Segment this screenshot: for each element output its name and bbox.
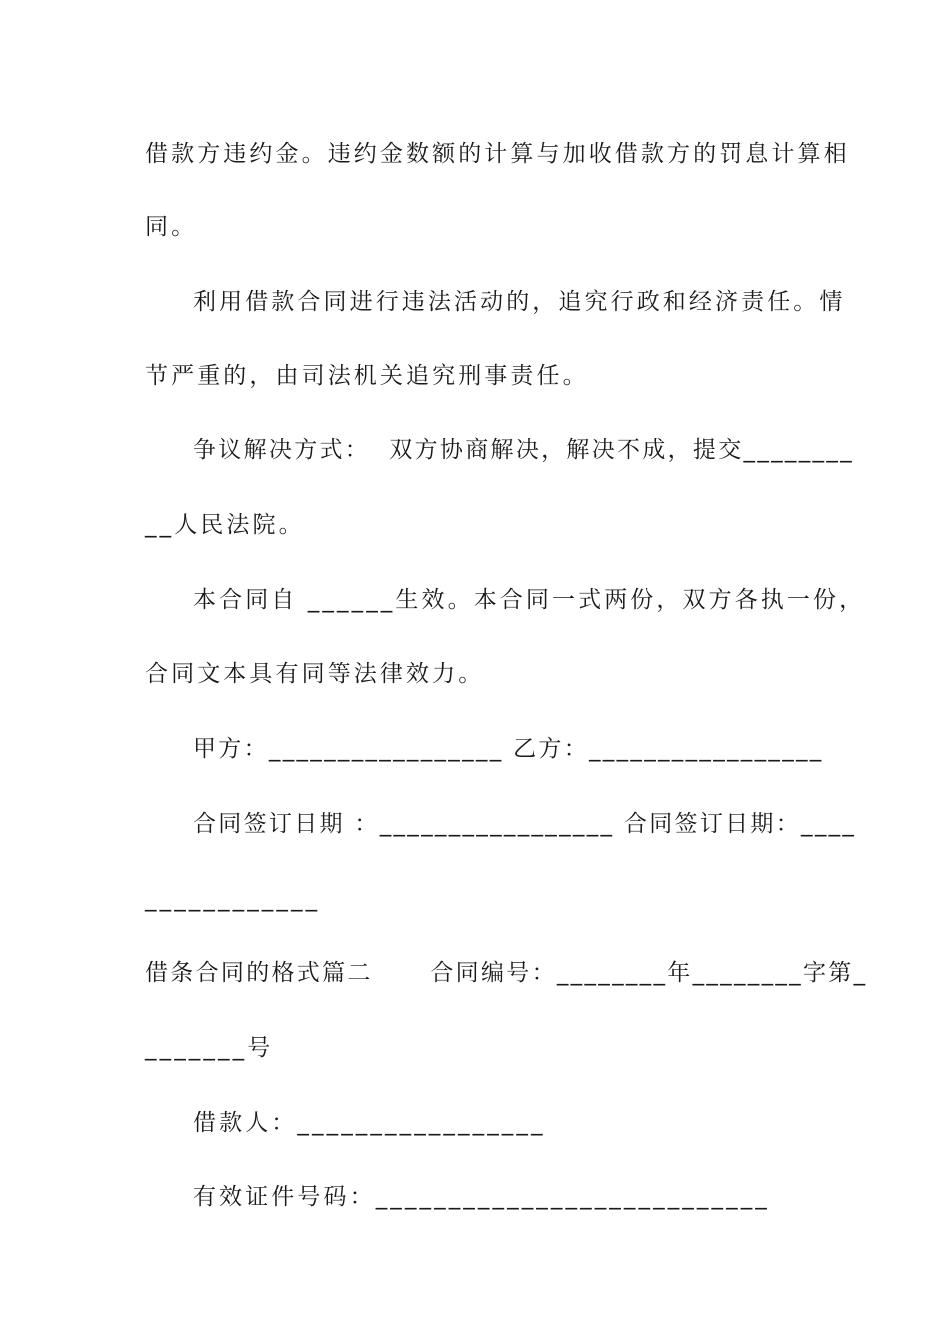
paragraph-line: 借款方违约金。违约金数额的计算与加收借款方的罚息计算相 (145, 141, 850, 167)
paragraph-line: 本合同自 ______生效。本合同一式两份，双方各执一份， (193, 587, 866, 613)
signature-line-parties: 甲方：_________________ 乙方：_________________ (193, 736, 824, 762)
paragraph-line: 争议解决方式： 双方协商解决，解决不成，提交________ (193, 437, 854, 463)
borrower-field-line: 借款人：_________________ (193, 1110, 546, 1136)
signature-line-dates: 合同签订日期 ：_________________ 合同签订日期：____ (193, 811, 857, 837)
paragraph-line: 利用借款合同进行违法活动的，追究行政和经济责任。情 (193, 289, 846, 315)
paragraph-line: 合同文本具有同等法律效力。 (145, 661, 485, 687)
paragraph-line: 节严重的，由司法机关追究刑事责任。 (145, 363, 589, 389)
section-heading-line: 借条合同的格式篇二 合同编号：________年________字第_ (145, 960, 868, 986)
id-number-field-line: 有效证件号码：___________________________ (193, 1184, 770, 1210)
signature-line-continuation: ____________ (145, 886, 321, 912)
paragraph-line: __人民法院。 (145, 512, 305, 538)
paragraph-line: 同。 (145, 214, 198, 240)
paragraph-line: _______号 (145, 1035, 274, 1061)
